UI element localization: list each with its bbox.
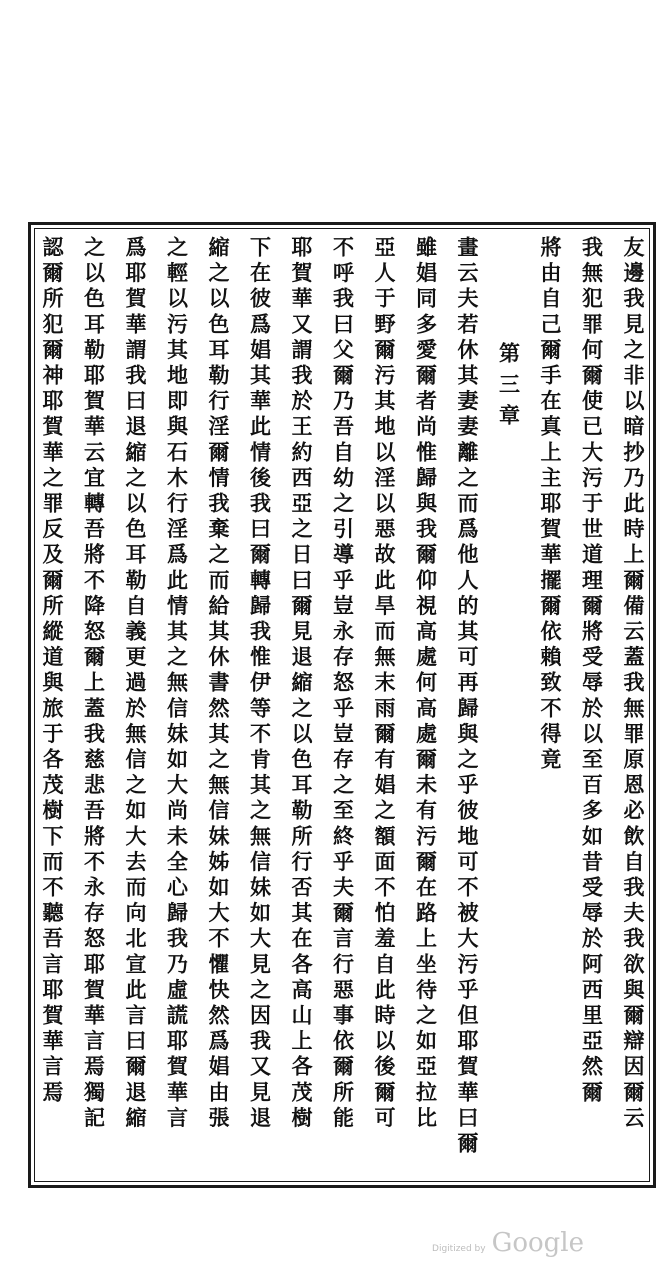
text-column-2: 我無犯罪何爾使已大污于世道理爾將受辱於以至百多如昔受辱於阿西里亞然爾 — [579, 236, 605, 1107]
watermark-small-text: Digitized by — [432, 1244, 486, 1254]
text-column-15: 認爾所犯爾神耶賀華之罪反及爾所縱道與旅于各茂樹下而不聽吾言耶賀華言焉 — [40, 236, 65, 1107]
text-column-11: 縮之以色耳勒行淫爾情我棄之而給其休書然其之無信妹姊如大不懼快然爲娼由張 — [206, 236, 231, 1132]
chapter-heading: 第三章 — [496, 342, 522, 435]
text-column-14: 之以色耳勒耶賀華云宜轉吾將不降怒爾上蓋我慈悲吾將不永存怒耶賀華言焉獨記 — [81, 236, 107, 1132]
digitized-watermark — [432, 1228, 584, 1258]
text-column-12: 之輕以污其地即與石木行淫爲此情其之無信妹如大尚未全心歸我乃虛謊耶賀華言 — [164, 236, 190, 1132]
text-column-6: 雖娼同多愛爾者尚惟歸與我爾仰視高處何高處爾未有污爾在路上坐待之如亞拉比 — [413, 236, 439, 1132]
text-column-8: 不呼我曰父爾乃吾自幼之引導乎豈永存怒乎豈存之至終乎夫爾言行惡事依爾所能 — [330, 236, 356, 1132]
text-column-5: 畫云夫若休其妻妻離之而爲他人的其可再歸與之乎彼地可不被大污乎但耶賀華曰爾 — [455, 236, 480, 1158]
text-column-7: 亞人于野爾污其地以淫以惡故此旱而無末雨爾有娼之額面不怕羞自此時以後爾可 — [372, 236, 397, 1132]
watermark-logo-text: Google — [491, 1228, 584, 1258]
text-column-10: 下在彼爲娼其華此情後我曰爾轉歸我惟伊等不肯其之無信妹如大見之因我又見退 — [247, 236, 273, 1132]
text-column-3: 將由自己爾手在真上主耶賀華擺爾依賴致不得竟 — [538, 236, 563, 774]
vertical-text-block — [38, 232, 648, 1180]
text-column-1: 友邊我見之非以暗抄乃此時上爾備云蓋我無罪原恩必飲自我夫我欲與爾辯因爾云 — [621, 236, 646, 1132]
text-column-13: 爲耶賀華謂我曰退縮之以色耳勒自義更過於無信之如大去而向北宣此言曰爾退縮 — [123, 236, 148, 1132]
text-column-9: 耶賀華又謂我於王約西亞之日曰爾見退縮之以色耳勒所行否其在各高山上各茂樹 — [289, 236, 314, 1132]
